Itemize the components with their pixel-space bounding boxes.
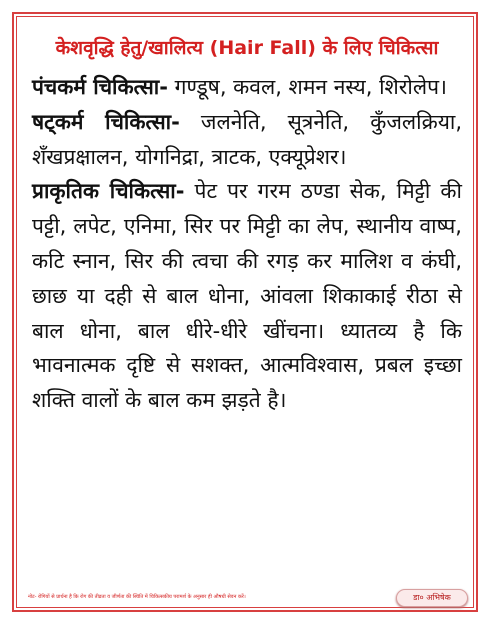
section-heading: पंचकर्म चिकित्सा- xyxy=(32,75,168,99)
section-panchakarma xyxy=(32,70,462,105)
section-text: गण्डूष, कवल, शमन नस्य, शिरोलेप। xyxy=(167,75,447,99)
footer xyxy=(20,588,474,608)
section-heading: प्राकृतिक चिकित्सा- xyxy=(32,179,185,204)
section-shatkarma xyxy=(32,105,462,175)
section-heading: षट्कर्म चिकित्सा- xyxy=(32,109,180,134)
document-body xyxy=(32,70,462,418)
page-title: केशवृद्धि हेतु/खालित्य (Hair Fall) के लिए चिकित्सा xyxy=(55,37,439,59)
section-text: पेट पर गरम ठण्डा सेक, मिट्टी की पट्टी, लपेट, एनिमा, सिर पर मिट्टी का लेप, स्थानीय वाष्प, कटि स्नान, सिर की त्वचा की रगड़ कर मालिश व कंघी, छाछ या दही से बाल धोना, आंवला शिकाकाई रीठा से बाल धोना, बाल धीरे-धीरे खींचना। ध्यातव्य है कि भावनात्मक दृष्टि से सशक्त, आत्मविश्वास, प्रबल इच्छा शक्ति वालों के बाल कम झड़ते है। xyxy=(32,179,462,413)
author-badge: डा० अभिषेक xyxy=(396,589,468,607)
section-text: जलनेति, सूत्रनेति, कुँजलक्रिया, शँखप्रक्षालन, योगनिद्रा, त्राटक, एक्यूप्रेशर। xyxy=(32,109,463,169)
section-prakritik xyxy=(32,174,462,418)
footer-note: नोट- रोगियों से प्रार्थना है कि रोग की तीव्रता व जीर्णता की स्थिति में चिकित्सकीय परामर्श के अनुसार ही औषधी सेवन करें। xyxy=(28,594,246,600)
